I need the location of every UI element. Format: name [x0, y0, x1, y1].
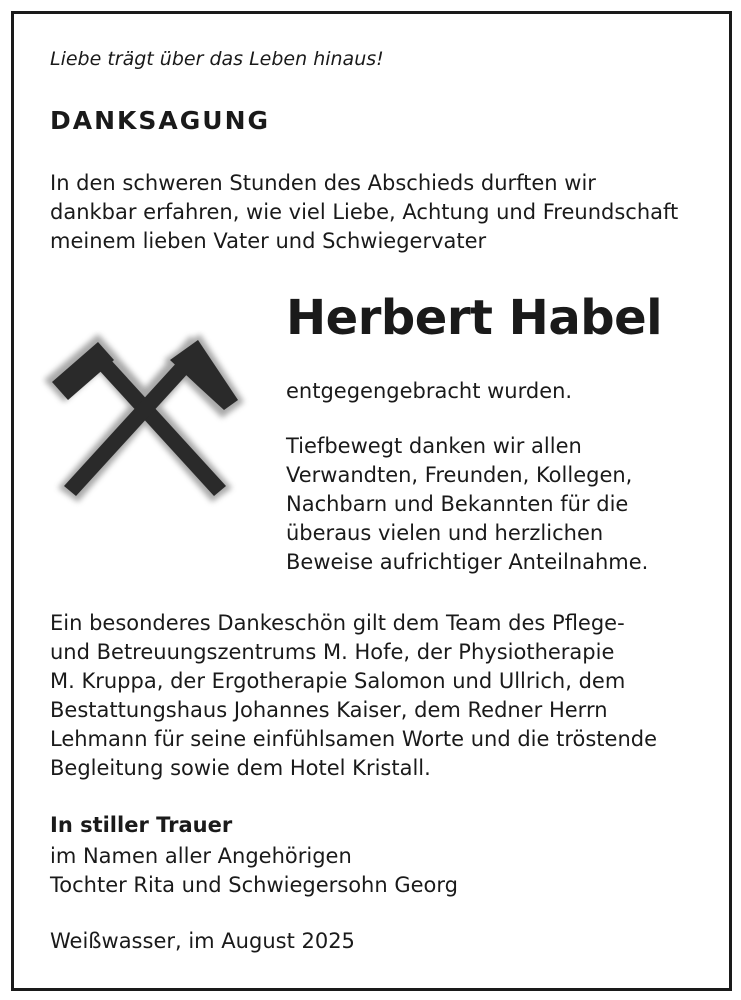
- intro-line: meinem lieben Vater und Schwiegervater: [50, 229, 487, 253]
- thanks-line: Verwandten, Freunden, Kollegen,: [286, 463, 633, 487]
- special-line: Ein besonderes Dankeschön gilt dem Team des Pflege-: [50, 611, 625, 635]
- thanks-line: überaus vielen und herzlichen: [286, 521, 604, 545]
- heading: DANKSAGUNG: [50, 106, 271, 135]
- thanks-line: Nachbarn und Bekannten für die: [286, 492, 629, 516]
- motto: Liebe trägt über das Leben hinaus!: [50, 48, 384, 70]
- special-line: Bestattungshaus Johannes Kaiser, dem Redner Herrn: [50, 698, 608, 722]
- thanks-paragraph: [286, 432, 648, 577]
- deceased-name: Herbert Habel: [286, 290, 663, 346]
- special-line: und Betreuungszentrums M. Hofe, der Physiotherapie: [50, 640, 615, 664]
- mourning-line: im Namen aller Angehörigen: [50, 844, 352, 868]
- special-line: Lehmann für seine einfühlsamen Worte und die tröstende: [50, 727, 658, 751]
- intro-line: In den schweren Stunden des Abschieds durften wir: [50, 171, 596, 195]
- name-continuation: entgegengebracht wurden.: [286, 379, 573, 403]
- mourning-line: Tochter Rita und Schwiegersohn Georg: [50, 873, 458, 897]
- special-line: Begleitung sowie dem Hotel Kristall.: [50, 756, 431, 780]
- crossed-hammer-and-pick-icon: [40, 330, 250, 512]
- mourning-signature: [50, 842, 458, 900]
- thanks-line: Tiefbewegt danken wir allen: [286, 434, 582, 458]
- intro-line: dankbar erfahren, wie viel Liebe, Achtung und Freundschaft: [50, 200, 679, 224]
- special-thanks-paragraph: [50, 609, 657, 783]
- place-date: Weißwasser, im August 2025: [50, 929, 355, 953]
- mourning-title: In stiller Trauer: [50, 813, 233, 837]
- thanks-line: Beweise aufrichtiger Anteilnahme.: [286, 550, 649, 574]
- intro-paragraph: [50, 169, 678, 256]
- special-line: M. Kruppa, der Ergotherapie Salomon und Ullrich, dem: [50, 669, 626, 693]
